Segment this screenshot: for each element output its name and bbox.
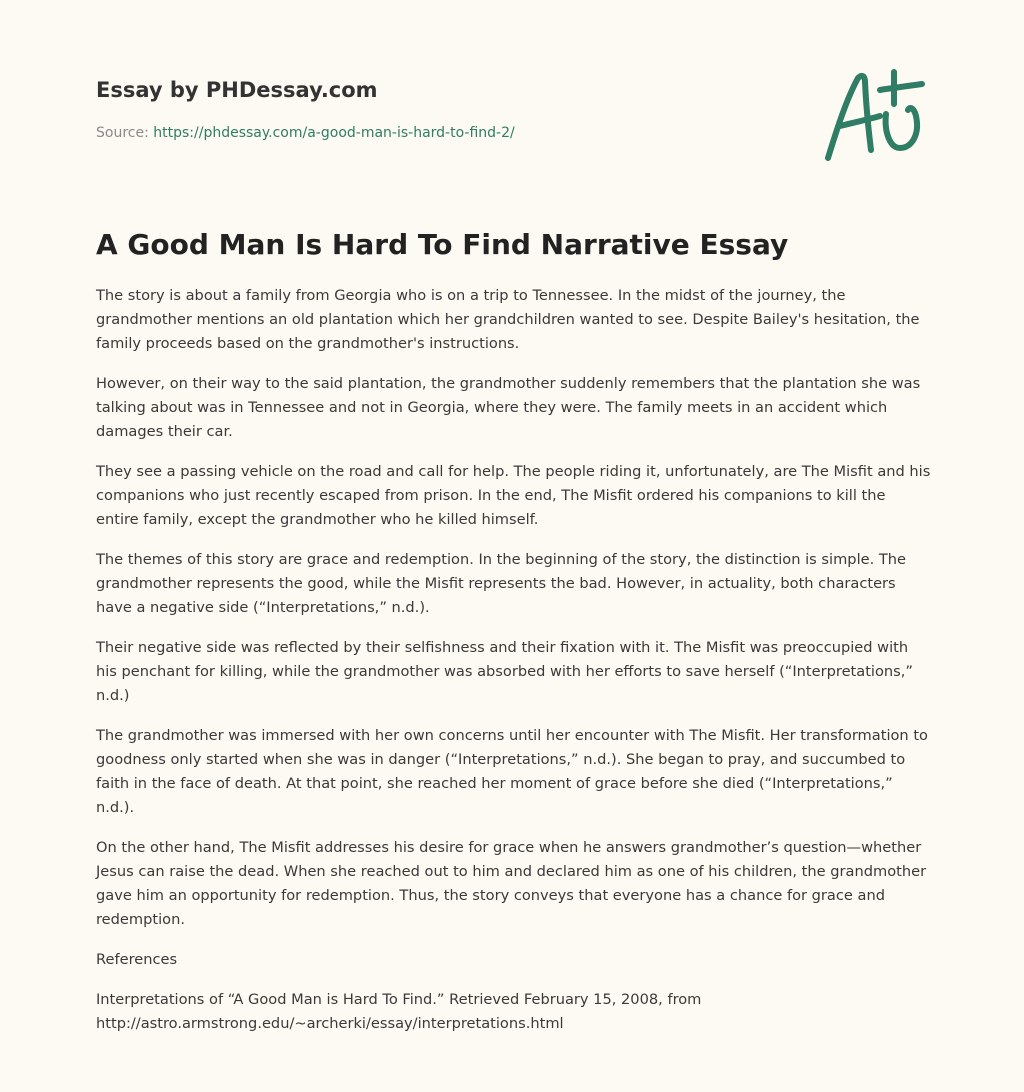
a-plus-grade-icon: [822, 66, 932, 166]
essay-paragraph: Their negative side was reflected by their selfishness and their fixation with it. The Misfit was preoccupied with his penchant for killing, while the grandmother was absorbed with her efforts to save herself (“Interpretations,” n.d.): [96, 639, 913, 704]
source-line: [96, 123, 796, 143]
references-heading: References: [96, 951, 178, 968]
essay-paragraph: The themes of this story are grace and redemption. In the beginning of the story, the distinction is simple. The grandmother represents the good, while the Misfit represents the bad. However, in actuality, both characters have a negative side (“Interpretations,” n.d.).: [96, 551, 907, 616]
brand-title: Essay by PHDessay.com: [96, 78, 378, 102]
essay-header: [96, 76, 796, 143]
essay-paragraph: They see a passing vehicle on the road and call for help. The people riding it, unfortunately, are The Misfit and his companions who just recently escaped from prison. In the end, The Misfit ordered his companions to kill the entire family, except the grandmother who he killed himself.: [96, 463, 931, 528]
source-label: Source:: [96, 125, 149, 141]
essay-paragraph: The story is about a family from Georgia who is on a trip to Tennessee. In the midst of the journey, the grandmother mentions an old plantation which her grandchildren wanted to see. Despite Bailey's hesitation, the family proceeds based on the grandmother's instructions.: [96, 287, 920, 352]
essay-title: A Good Man Is Hard To Find Narrative Essay: [96, 228, 789, 261]
essay-body: [96, 284, 932, 1052]
essay-paragraph: On the other hand, The Misfit addresses his desire for grace when he answers grandmother’s question—whether Jesus can raise the dead. When she reached out to him and declared him as one of his children, the grandmother gave him an opportunity for redemption. Thus, the story conveys that everyone has a chance for grace and redemption.: [96, 839, 927, 928]
reference-entry: Interpretations of “A Good Man is Hard To Find.” Retrieved February 15, 2008, from http://astro.armstrong.edu/~archerki/essay/interpretations.html: [96, 991, 702, 1032]
essay-paragraph: The grandmother was immersed with her own concerns until her encounter with The Misfit. Her transformation to goodness only started when she was in danger (“Interpretations,” n.d.). She began to pray, and succumbed to faith in the face of death. At that point, she reached her moment of grace before she died (“Interpretations,” n.d.).: [96, 727, 928, 816]
source-link[interactable]: https://phdessay.com/a-good-man-is-hard-to-find-2/: [153, 125, 515, 141]
essay-paragraph: However, on their way to the said plantation, the grandmother suddenly remembers that the plantation she was talking about was in Tennessee and not in Georgia, where they were. The family meets in an accident which damages their car.: [96, 375, 921, 440]
